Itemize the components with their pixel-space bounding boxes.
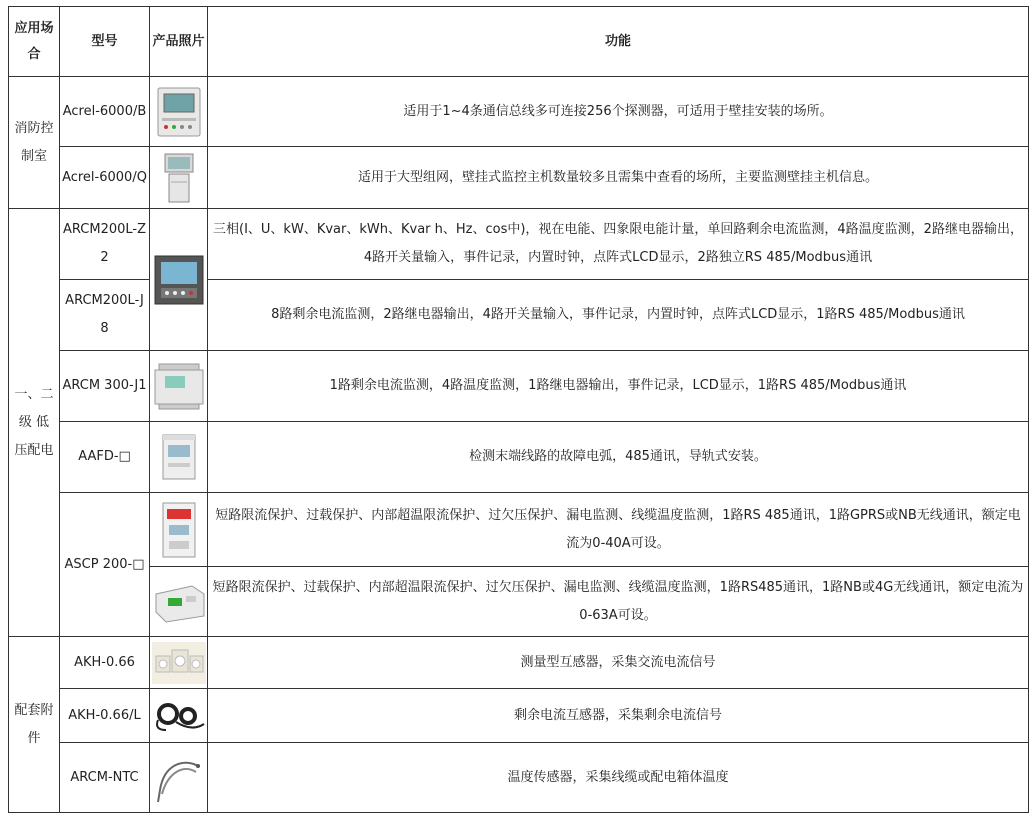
din-rail-meter-device-icon [153,360,205,412]
scene-cell: 消防控制室 [9,77,60,209]
table-row [9,147,1029,209]
model-cell: AKH-0.66 [60,637,150,689]
model-cell: Acrel-6000/B [60,77,150,147]
circuit-protector-wide-device-icon [152,580,206,624]
temperature-sensor-device-icon [154,750,204,806]
function-cell: 适用于1~4条通信总线多可连接256个探测器，可适用于壁挂安装的场所。 [208,77,1029,147]
model-cell: ARCM200L-Z2 [60,209,150,280]
table-row [9,422,1029,493]
header-row [9,7,1029,77]
model-cell: ARCM200L-J8 [60,280,150,351]
cabinet-console-device-icon [159,152,199,204]
function-cell: 检测末端线路的故障电弧，485通讯，导轨式安装。 [208,422,1029,493]
product-table-page [8,6,1028,816]
model-cell: AAFD-□ [60,422,150,493]
function-cell: 三相(I、U、kW、Kvar、kWh、Kvar h、Hz、cos中)，视在电能、四象限电能计量，单回路剩余电流监测，4路温度监测，2路继电器输出，4路开关量输入，事件记录，内置时钟，点阵式LCD显示，2路独立RS 485/Modbus通讯 [208,209,1029,280]
table-row [9,567,1029,637]
function-cell: 短路限流保护、过载保护、内部超温限流保护、过欠压保护、漏电监测、线缆温度监测，1路RS 485通讯，1路GPRS或NB无线通讯，额定电流为0-40A可设。 [208,493,1029,567]
header-function: 功能 [208,7,1029,77]
table-row [9,209,1029,280]
product-photo [150,147,208,209]
product-table [8,6,1029,813]
model-cell: ARCM-NTC [60,743,150,813]
function-cell: 剩余电流互感器，采集剩余电流信号 [208,689,1029,743]
product-photo [150,351,208,422]
product-photo [150,637,208,689]
circuit-protector-device-icon [157,501,201,559]
fire-alarm-panel-device-icon [154,86,204,138]
table-row [9,689,1029,743]
table-row [9,493,1029,567]
product-photo [150,493,208,567]
header-model: 型号 [60,7,150,77]
header-photo: 产品照片 [150,7,208,77]
scene-cell: 配套附件 [9,637,60,813]
header-scene: 应用场合 [9,7,60,77]
product-photo [150,209,208,351]
product-photo [150,422,208,493]
panel-meter-device-icon [153,252,205,308]
residual-transformer-device-icon [152,696,206,736]
model-cell: ARCM 300-J1 [60,351,150,422]
function-cell: 测量型互感器，采集交流电流信号 [208,637,1029,689]
table-row [9,743,1029,813]
arc-fault-detector-device-icon [159,431,199,483]
model-cell: ASCP 200-□ [60,493,150,637]
function-cell: 短路限流保护、过载保护、内部超温限流保护、过欠压保护、漏电监测、线缆温度监测，1路RS485通讯，1路NB或4G无线通讯，额定电流为0-63A可设。 [208,567,1029,637]
product-photo [150,689,208,743]
table-row [9,77,1029,147]
scene-cell: 一、二级 低压配电 [9,209,60,637]
function-cell: 适用于大型组网，壁挂式监控主机数量较多且需集中查看的场所，主要监测壁挂主机信息。 [208,147,1029,209]
product-photo [150,567,208,637]
model-cell: Acrel-6000/Q [60,147,150,209]
table-row [9,637,1029,689]
table-row [9,351,1029,422]
product-photo [150,77,208,147]
function-cell: 8路剩余电流监测，2路继电器输出，4路开关量输入，事件记录，内置时钟，点阵式LCD显示，1路RS 485/Modbus通讯 [208,280,1029,351]
current-transformer-device-icon [152,642,206,684]
model-cell: AKH-0.66/L [60,689,150,743]
product-photo [150,743,208,813]
function-cell: 温度传感器，采集线缆或配电箱体温度 [208,743,1029,813]
function-cell: 1路剩余电流监测，4路温度监测，1路继电器输出，事件记录，LCD显示，1路RS 485/Modbus通讯 [208,351,1029,422]
